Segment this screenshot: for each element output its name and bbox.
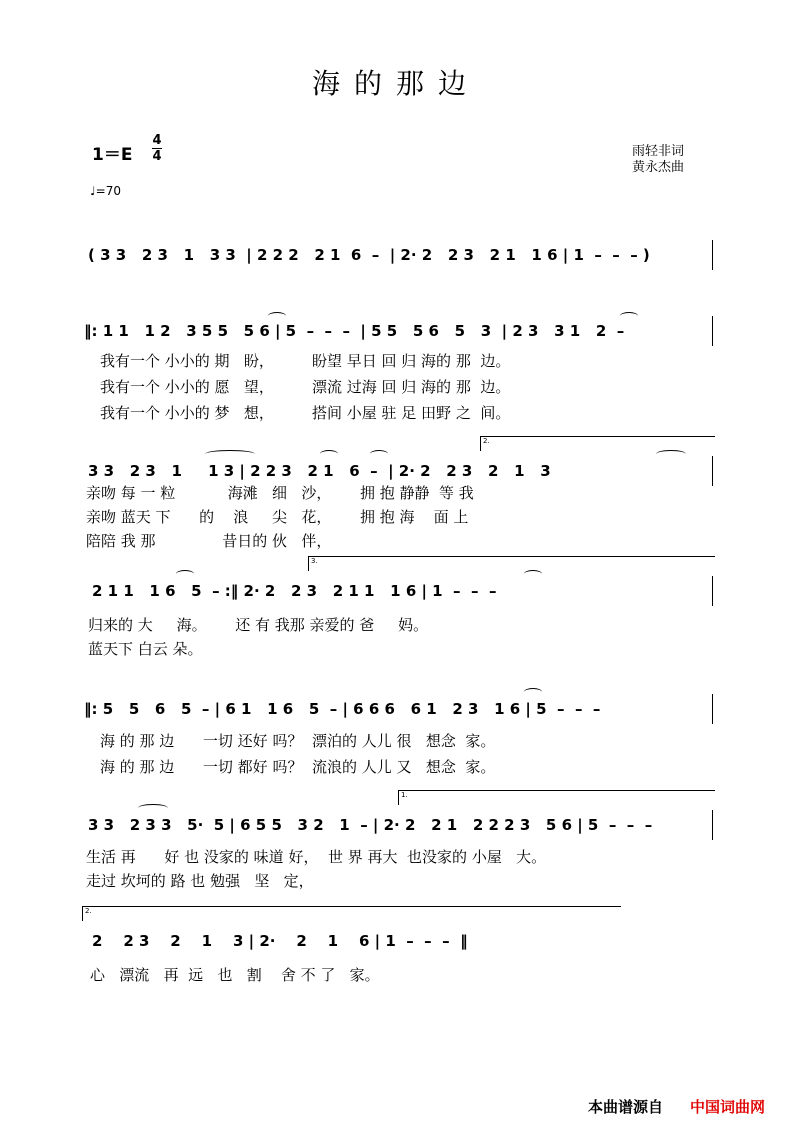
song-title: 海的那边 xyxy=(311,67,480,100)
slur xyxy=(524,688,542,696)
notation-row-1: ( 3 3 2 3 1 3 3 | 2 2 2 2 1 6 – | 2· 2 2 3 2 1 1 6 | 1 – – – ) xyxy=(88,246,650,264)
lyric-row-4-verse-1: 归来的 大 海。 还 有 我那 亲爱的 爸 妈。 xyxy=(88,616,429,634)
lyric-row-2-verse-2: 我有一个 小小的 愿 望， 漂流 过海 回 归 海的 那 边。 xyxy=(100,378,511,396)
slur xyxy=(205,450,255,458)
lyric-row-6-verse-2: 走过 坎坷的 路 也 勉强 坚 定， xyxy=(86,872,314,890)
time-numerator: 4 xyxy=(152,133,162,148)
lyric-row-3-verse-3: 陪陪 我 那 昔日的 伙 伴， xyxy=(86,532,332,550)
lyric-row-3-verse-1: 亲吻 每 一 粒 海滩 细 沙， 拥 抱 静静 等 我 xyxy=(86,484,474,502)
notation-row-7: 2 2 3 2 1 3 | 2· 2 1 6 | 1 – – – ‖ xyxy=(92,932,468,950)
slur xyxy=(370,450,388,458)
footer-site-link[interactable]: 中国词曲网 xyxy=(690,1098,766,1116)
lyric-row-2-verse-3: 我有一个 小小的 梦 想， 搭间 小屋 驻 足 田野 之 间。 xyxy=(100,404,511,422)
volta-2-row-7: 2. xyxy=(82,906,621,921)
lyric-row-2-verse-1: 我有一个 小小的 期 盼， 盼望 早日 回 归 海的 那 边。 xyxy=(100,352,511,370)
notation-row-3: 3 3 2 3 1 1 3 | 2 2 3 2 1 6 – | 2· 2 2 3 2 1 3 xyxy=(88,462,551,480)
slur xyxy=(138,804,168,812)
slur xyxy=(268,312,286,320)
notation-row-6: 3 3 2 3 3 5· 5 | 6 5 5 3 2 1 – | 2· 2 2 1 2 2 2 3 5 6 | 5 – – – xyxy=(88,816,653,834)
notation-row-2: ‖: 1 1 1 2 3 5 5 5 6 | 5 – – – | 5 5 5 6 5 3 | 2 3 3 1 2 – xyxy=(84,322,625,340)
lyric-row-4-verse-2: 蓝天下 白云 朵。 xyxy=(88,640,203,658)
lyric-row-3-verse-2: 亲吻 蓝天 下 的 浪 尖 花， 拥 抱 海 面 上 xyxy=(86,508,469,526)
notation-row-5: ‖: 5 5 6 5 – | 6 1 1 6 5 – | 6 6 6 6 1 2 3 1 6 | 5 – – – xyxy=(84,700,601,718)
slur xyxy=(320,450,338,458)
volta-3-row-4: 3. xyxy=(308,556,715,571)
footer-source-label: 本曲谱源自 xyxy=(588,1098,664,1116)
volta-1-row-6: 1. xyxy=(398,790,715,805)
lyric-row-6-verse-1: 生活 再 好 也 没家的 味道 好， 世 界 再大 也没家的 小屋 大。 xyxy=(86,848,547,866)
lyric-row-7-verse-1: 心 漂流 再 远 也 割 舍 不 了 家。 xyxy=(90,966,380,984)
volta-2-row-3: 2. xyxy=(480,436,715,451)
notation-row-4: 2 1 1 1 6 5 – :‖ 2· 2 2 3 2 1 1 1 6 | 1 – – – xyxy=(92,582,497,600)
key-signature: 1＝E xyxy=(92,145,133,165)
lyricist-credit: 雨轻非词 xyxy=(632,144,685,159)
slur xyxy=(620,312,638,320)
lyric-row-5-verse-2: 海 的 那 边 一切 都好 吗？ 流浪的 人儿 又 想念 家。 xyxy=(100,758,496,776)
slur xyxy=(524,570,542,578)
tempo-marking: ♩=70 xyxy=(90,184,121,198)
composer-credit: 黄永杰曲 xyxy=(632,160,685,175)
slur xyxy=(176,570,194,578)
time-denominator: 4 xyxy=(152,149,162,164)
lyric-row-5-verse-1: 海 的 那 边 一切 还好 吗？ 漂泊的 人儿 很 想念 家。 xyxy=(100,732,496,750)
time-signature xyxy=(152,134,162,163)
slur xyxy=(656,450,686,458)
